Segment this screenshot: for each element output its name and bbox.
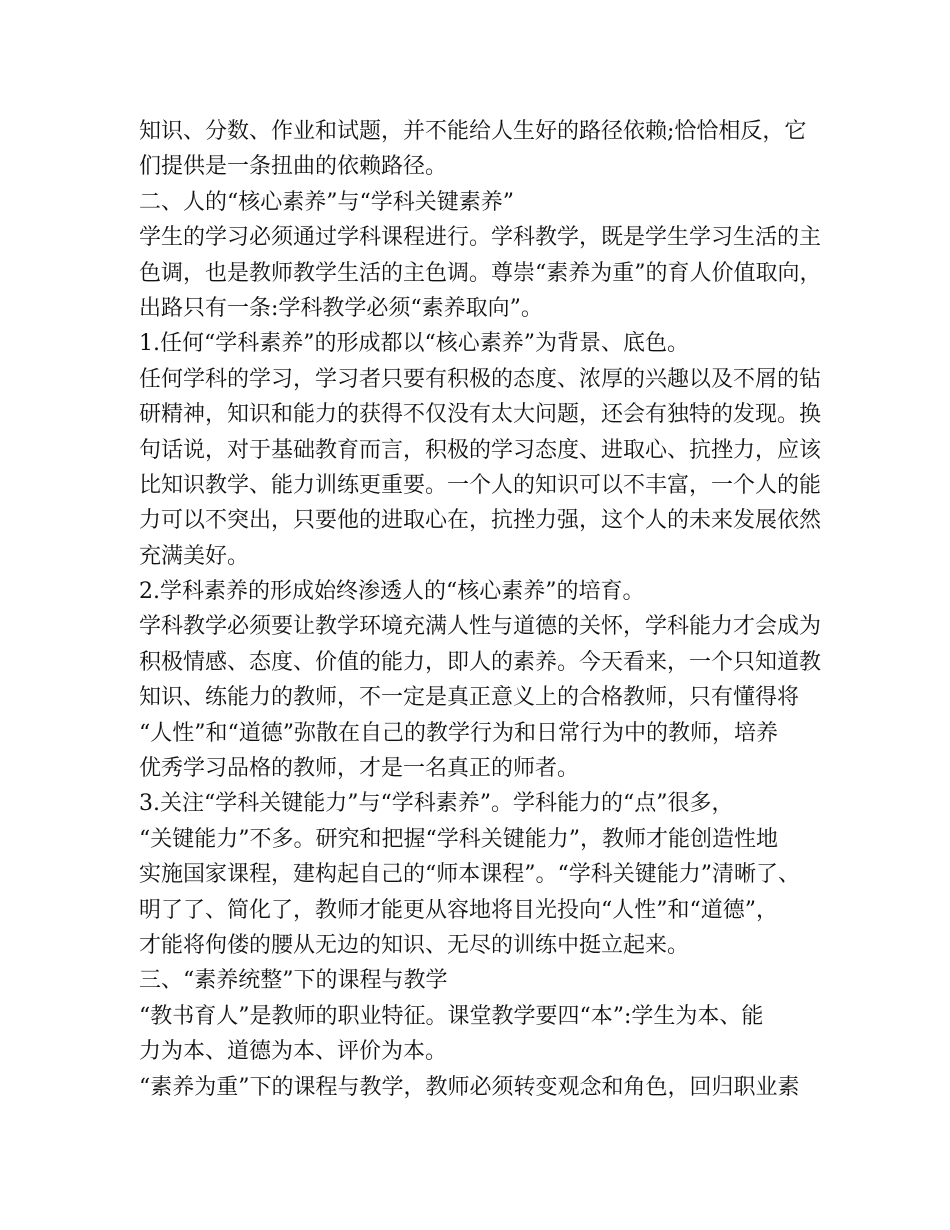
text-line: 优秀学习品格的教师，才是一名真正的师者。 [139,756,580,782]
subsection-heading: 1.任何“学科素养”的形成都以“核心素养”为背景、底色。 [139,331,689,357]
text-line: “教书育人”是教师的职业特征。课堂教学要四“本”:学生为本、能 [139,1003,764,1029]
document-body [139,114,822,1105]
text-line: “关键能力”不多。研究和把握“学科关键能力”，教师才能创造性地 [139,826,778,852]
text-line: 出路只有一条:学科教学必须“素养取向”。 [139,295,543,321]
text-line: 任何学科的学习，学习者只要有积极的态度、浓厚的兴趣以及不屑的钻 [139,366,822,392]
text-line: 学生的学习必须通过学科课程进行。学科教学，既是学生学习生活的主 [139,225,822,251]
text-line: 学科教学必须要让教学环境充满人性与道德的关怀，学科能力才会成为 [139,614,822,640]
text-line: “人性”和“道德”弥散在自己的教学行为和日常行为中的教师，培养 [139,720,778,746]
text-line: 明了了、简化了，教师才能更从容地将目光投向“人性”和“道德”， [139,897,778,923]
text-line: 比知识教学、能力训练更重要。一个人的知识可以不丰富，一个人的能 [139,472,822,498]
text-line: 知识、练能力的教师，不一定是真正意义上的合格教师，只有懂得将 [139,685,800,711]
text-line: 充满美好。 [139,543,250,569]
section-heading: 二、人的“核心素养”与“学科关键素养” [139,189,514,215]
subsection-heading: 3.关注“学科关键能力”与“学科素养”。学科能力的“点”很多， [139,791,734,817]
text-line: 色调，也是教师教学生活的主色调。尊崇“素养为重”的育人价值取向， [139,260,822,286]
text-line: 积极情感、态度、价值的能力，即人的素养。今天看来，一个只知道教 [139,649,822,675]
text-line: 实施国家课程，建构起自己的“师本课程”。“学科关键能力”清晰了、 [139,862,800,888]
text-line: 们提供是一条扭曲的依赖路径。 [139,154,448,180]
section-heading: 三、“素养统整”下的课程与教学 [139,968,448,994]
text-line: 力可以不突出，只要他的进取心在，抗挫力强，这个人的未来发展依然 [139,508,822,534]
text-line: “素养为重”下的课程与教学，教师必须转变观念和角色，回归职业素 [139,1074,800,1100]
text-line: 才能将佝偻的腰从无边的知识、无尽的训练中挺立起来。 [139,932,690,958]
text-line: 知识、分数、作业和试题，并不能给人生好的路径依赖;恰恰相反，它 [139,119,807,144]
subsection-heading: 2.学科素养的形成始终渗透人的“核心素养”的培育。 [139,579,645,605]
text-line: 研精神，知识和能力的获得不仅没有太大问题，还会有独特的发现。换 [139,402,822,428]
text-line: 力为本、道德为本、评价为本。 [139,1039,448,1065]
text-line: 句话说，对于基础教育而言，积极的学习态度、进取心、抗挫力，应该 [139,437,822,463]
